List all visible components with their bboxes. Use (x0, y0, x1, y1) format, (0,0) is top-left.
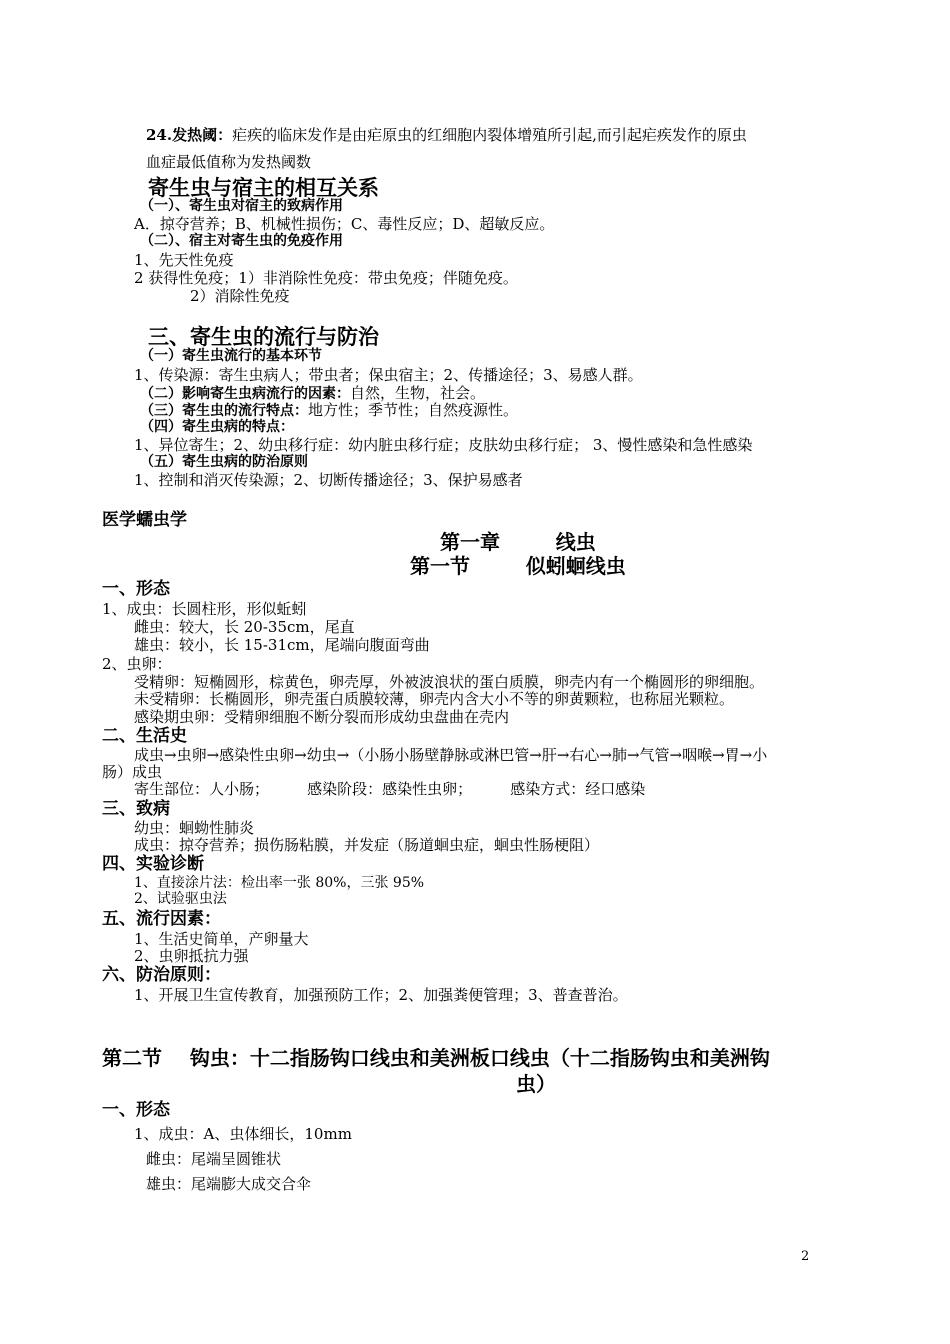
page-number: 2 (801, 1249, 810, 1264)
definition-continuation: 血症最低值称为发热阈数 (146, 153, 312, 171)
chapter-title: 第一章 线虫 (440, 530, 596, 554)
epidemic-factor-text: 自然，生物，社会。 (350, 384, 486, 402)
morphology-line-3: 雄虫：较小，长 15-31cm，尾端向腹面弯曲 (134, 636, 430, 654)
epidemic-line-4: 1、异位寄生；2、幼虫移行症：幼内脏虫移行症；皮肤幼虫移行症； 3、慢性感染和急性感染 (134, 436, 753, 454)
epidemic-feature-term: （三）寄生虫的流行特点： (140, 403, 308, 419)
pathogenesis-heading: 三、致病 (102, 799, 170, 819)
definition-24 (146, 126, 747, 144)
hookworm-line-1: 1、成虫：A、虫体细长，10mm (134, 1125, 352, 1143)
lifecycle-line-3: 寄生部位：人小肠； 感染阶段：感染性虫卵； 感染方式：经口感染 (134, 780, 646, 798)
relation-subheading-2: （二）、宿主对寄生虫的免疫作用 (140, 233, 343, 249)
hookworm-morphology-heading: 一、形态 (102, 1100, 170, 1120)
epidemic-feature-text: 地方性；季节性；自然疫源性。 (308, 401, 519, 419)
hookworm-title: 第二节 钩虫：十二指肠钩口线虫和美洲板口线虫（十二指肠钩虫和美洲钩 (102, 1046, 770, 1070)
epidemic-line-1: 1、传染源：寄生虫病人；带虫者；保虫宿主；2、传播途径；3、易感人群。 (134, 366, 643, 384)
morphology-line-2: 雌虫：较大，长 20-35cm，尾直 (134, 618, 355, 636)
morphology-line-5: 受精卵：短椭圆形，棕黄色，卵壳厚，外被波浪状的蛋白质膜，卵壳内有一个椭圆形的卵细胞。 (134, 673, 765, 691)
hookworm-title-cont: 虫） (516, 1072, 556, 1096)
morphology-line-4: 2、虫卵： (102, 655, 172, 673)
pathogenesis-line-2: 成虫：掠夺营养；损伤肠粘膜，并发症（肠道蛔虫症，蛔虫性肠梗阻） (134, 836, 600, 854)
relation-line-4: 2）消除性免疫 (190, 287, 290, 305)
epidemic-factors-line-2: 2、虫卵抵抗力强 (134, 947, 249, 965)
definition-term: 24.发热阈： (146, 126, 233, 144)
section-title: 第一节 似蚓蛔线虫 (410, 554, 626, 578)
lifecycle-line-2: 肠）成虫 (102, 763, 163, 781)
hookworm-line-3: 雄虫：尾端膨大成交合伞 (146, 1175, 312, 1193)
epidemic-subheading-4: （四）寄生虫病的特点： (140, 419, 294, 435)
hookworm-line-2: 雌虫：尾端呈圆锥状 (146, 1150, 282, 1168)
diagnosis-line-1: 1、直接涂片法：检出率一张 80%，三张 95% (134, 875, 425, 891)
epidemic-subheading-5: （五）寄生虫病的防治原则 (140, 454, 308, 470)
pathogenesis-line-1: 幼虫：蛔蚴性肺炎 (134, 819, 255, 837)
relation-line-2: 1、先天性免疫 (134, 251, 234, 269)
morphology-line-7: 感染期虫卵：受精卵细胞不断分裂而形成幼虫盘曲在壳内 (134, 708, 510, 726)
relation-heading: 寄生虫与宿主的相互关系 (148, 175, 379, 200)
diagnosis-heading: 四、实验诊断 (102, 854, 204, 874)
diagnosis-line-2: 2、试验驱虫法 (134, 891, 227, 907)
epidemic-subheading-1: （一）寄生虫流行的基本环节 (140, 348, 322, 364)
prevention-heading: 六、防治原则： (102, 965, 221, 985)
epidemic-factors-heading: 五、流行因素： (102, 909, 221, 929)
morphology-line-6: 未受精卵：长椭圆形，卵壳蛋白质膜较薄，卵壳内含大小不等的卵黄颗粒，也称屈光颗粒。 (134, 690, 735, 708)
epidemic-heading: 三、寄生虫的流行与防治 (148, 324, 379, 349)
lifecycle-line-1: 成虫→虫卵→感染性虫卵→幼虫→（小肠小肠壁静脉或淋巴管→肝→右心→肺→气管→咽喉→胃→小 (134, 746, 768, 764)
epidemic-line-5: 1、控制和消灭传染源；2、切断传播途径；3、保护易感者 (134, 471, 523, 489)
relation-subheading-1: （一）、寄生虫对宿主的致病作用 (140, 198, 343, 214)
morphology-heading: 一、形态 (102, 579, 170, 599)
morphology-line-1: 1、成虫：长圆柱形，形似蚯蚓 (102, 600, 307, 618)
relation-line-3: 2 获得性免疫；1）非消除性免疫：带虫免疫；伴随免疫。 (134, 269, 518, 287)
lifecycle-heading: 二、生活史 (102, 726, 187, 746)
definition-text: 疟疾的临床发作是由疟原虫的红细胞内裂体增殖所引起,而引起疟疾发作的原虫 (232, 126, 747, 144)
epidemic-subheading-3 (140, 401, 518, 420)
helminth-title: 医学蠕虫学 (102, 510, 187, 530)
relation-line-1: A．掠夺营养；B、机械性损伤；C、毒性反应；D、超敏反应。 (134, 215, 555, 233)
epidemic-factors-line-1: 1、生活史简单，产卵量大 (134, 930, 309, 948)
epidemic-factor-term: （二）影响寄生虫病流行的因素： (140, 386, 350, 402)
prevention-line-1: 1、开展卫生宣传教育，加强预防工作；2、加强粪便管理；3、普查普治。 (134, 986, 628, 1004)
